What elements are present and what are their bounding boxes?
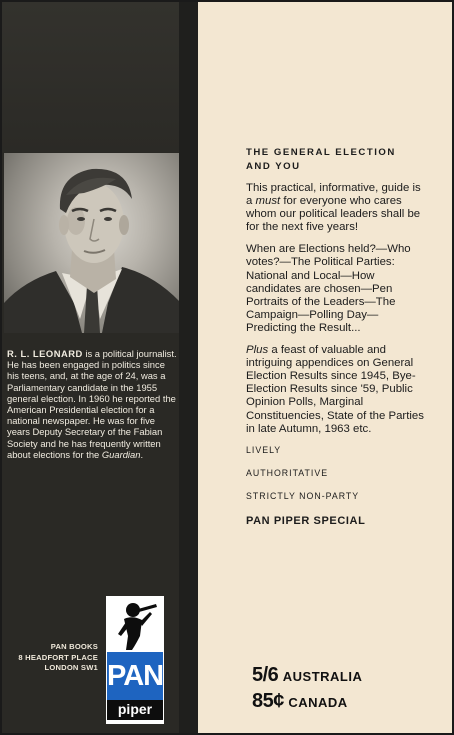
tagline-authoritative: AUTHORITATIVE <box>246 467 329 478</box>
publisher-line: LONDON SW1 <box>44 663 98 672</box>
price-amount: 85¢ <box>252 690 284 712</box>
author-name: R. L. LEONARD <box>7 348 83 359</box>
blurb-content <box>246 146 424 528</box>
publisher-line: 8 HEADFORT PLACE <box>18 652 98 662</box>
price-list <box>252 664 362 716</box>
blurb-topics: When are Elections held?—Who votes?—The Political Parties: National and Local—How candidates are chosen—Pen Portraits of the Leaders—The Campaign—Polling Day—Predicting the Result... <box>246 243 411 334</box>
publisher-address <box>6 642 98 674</box>
price-country: CANADA <box>288 695 348 710</box>
price-canada <box>252 690 362 716</box>
price-amount: 5/6 <box>252 664 279 686</box>
logo-pan-text: PAN <box>107 652 163 700</box>
blurb-appendices: Plus a feast of valuable and intriguing appendices on General Election Results since 1945, Bye-Election Results since '59, Public Opinion Polls, Marginal Constituencies, State of the Parties in late Autumn, 1963 etc. <box>246 344 424 435</box>
blurb-heading: THE GENERAL ELECTION AND YOU <box>246 147 396 172</box>
spine-strip <box>179 2 198 733</box>
dark-top-block <box>2 2 179 152</box>
tagline-lively: LIVELY <box>246 444 282 455</box>
pan-piper-logo <box>106 596 164 724</box>
author-panel <box>2 2 179 733</box>
blurb-intro: This practical, informative, guide is a must for everyone who cares whom our political leaders shall be for the next five years! <box>246 182 421 234</box>
series-label: PAN PIPER SPECIAL <box>246 514 366 527</box>
tagline-non-party: STRICTLY NON-PARTY <box>246 490 360 501</box>
author-biography: R. L. LEONARD is a political journalist. He has been engaged in politics since his teens, and, at the age of 24, was a Parliamentary candidate in the 1955 general election. In 1960 he reported the American Presidential election for a national newspaper. He was for five years Deputy Secretary of the Fabian Society and he has frequently written about elections for the Guardian. <box>7 348 177 460</box>
piper-figure-icon <box>110 600 160 650</box>
price-country: AUSTRALIA <box>282 669 363 684</box>
publisher-line: PAN BOOKS <box>50 642 98 651</box>
author-photo <box>4 153 179 333</box>
author-portrait-illustration <box>4 153 179 333</box>
price-australia <box>252 664 362 690</box>
logo-piper-text: piper <box>107 700 163 720</box>
